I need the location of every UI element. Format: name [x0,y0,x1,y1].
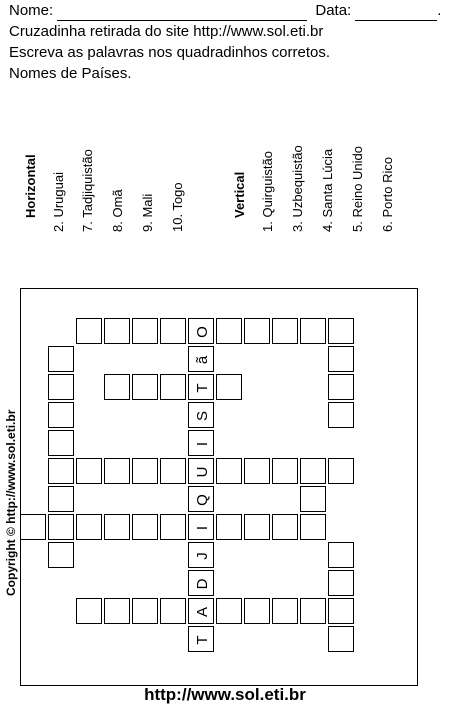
crossword-cell[interactable] [48,514,74,540]
crossword-cell[interactable] [300,598,326,624]
crossword-cell[interactable] [216,318,242,344]
crossword-cell[interactable] [160,458,186,484]
crossword-cell[interactable] [132,458,158,484]
cell-letter: Q [193,494,211,506]
crossword-cell[interactable] [104,598,130,624]
date-label: Data: [315,2,352,19]
crossword-cell[interactable] [104,374,130,400]
crossword-cell[interactable] [328,570,354,596]
crossword-cell[interactable] [272,598,298,624]
crossword-cell[interactable] [272,514,298,540]
horizontal-clue: 2. Uruguai [51,172,66,232]
crossword-cell[interactable] [188,430,214,456]
horizontal-title: Horizontal [23,154,38,218]
crossword-cell[interactable] [328,402,354,428]
crossword-cell[interactable] [272,318,298,344]
crossword-cell[interactable] [188,486,214,512]
cell-letter: I [193,441,211,447]
crossword-cell[interactable] [328,542,354,568]
cell-letter: O [193,326,211,338]
crossword-cell[interactable] [188,542,214,568]
crossword-cell[interactable] [160,514,186,540]
crossword-cell[interactable] [48,346,74,372]
header-line-source: Cruzadinha retirada do site http://www.sol.eti.br [9,23,324,40]
crossword-cell[interactable] [188,514,214,540]
crossword-cell[interactable] [188,626,214,652]
crossword-cell[interactable] [160,374,186,400]
vertical-clue: 6. Porto Rico [380,156,395,232]
header-line-instructions: Escreva as palavras nos quadradinhos corretos. [9,44,331,61]
crossword-cell[interactable] [20,514,46,540]
crossword-cell[interactable] [244,598,270,624]
crossword-cell[interactable] [188,598,214,624]
crossword-cell[interactable] [48,402,74,428]
crossword-cell[interactable] [188,458,214,484]
name-label: Nome: [9,2,54,19]
crossword-cell[interactable] [76,598,102,624]
crossword-cell[interactable] [216,374,242,400]
crossword-cell[interactable] [272,458,298,484]
crossword-cell[interactable] [328,458,354,484]
horizontal-clue: 8. Omã [110,189,125,232]
crossword-cell[interactable] [188,570,214,596]
crossword-cell[interactable] [216,458,242,484]
vertical-clue: 4. Santa Lúcia [320,148,335,232]
vertical-clue: 5. Reino Unido [350,146,365,232]
cell-letter: D [193,578,211,590]
crossword-cell[interactable] [76,318,102,344]
crossword-cell[interactable] [48,542,74,568]
crossword-cell[interactable] [160,598,186,624]
crossword-cell[interactable] [104,318,130,344]
crossword-cell[interactable] [300,486,326,512]
crossword-cell[interactable] [132,598,158,624]
cell-letter: ã [193,355,211,365]
cell-letter: U [193,466,211,478]
crossword-cell[interactable] [328,598,354,624]
crossword-cell[interactable] [48,486,74,512]
crossword-cell[interactable] [76,514,102,540]
vertical-clue: 1. Quirguistão [260,151,275,232]
cell-letter: I [193,525,211,531]
crossword-cell[interactable] [244,318,270,344]
horizontal-clue: 7. Tadjiquistão [80,149,95,232]
horizontal-clue: 10. Togo [170,182,185,232]
crossword-cell[interactable] [104,458,130,484]
crossword-cell[interactable] [328,374,354,400]
crossword-cell[interactable] [328,626,354,652]
horizontal-clue: 9. Mali [140,193,155,232]
cell-letter: T [193,635,211,645]
cell-letter: S [193,411,211,422]
crossword-cell[interactable] [216,598,242,624]
crossword-cell[interactable] [216,514,242,540]
crossword-cell[interactable] [328,346,354,372]
crossword-cell[interactable] [244,514,270,540]
cell-letter: T [193,383,211,393]
copyright-notice: Copyright © http://www.sol.eti.br [4,409,18,596]
crossword-cell[interactable] [244,458,270,484]
crossword-cell[interactable] [132,374,158,400]
crossword-cell[interactable] [160,318,186,344]
crossword-cell[interactable] [76,458,102,484]
crossword-cell[interactable] [188,374,214,400]
crossword-cell[interactable] [300,514,326,540]
crossword-cell[interactable] [48,374,74,400]
crossword-cell[interactable] [132,318,158,344]
header-name-line: Nome: Data: . [9,2,442,19]
crossword-cell[interactable] [132,514,158,540]
crossword-cell[interactable] [48,458,74,484]
cell-letter: J [193,552,211,560]
header-line-topic: Nomes de Países. [9,65,132,82]
crossword-cell[interactable] [328,318,354,344]
crossword-cell[interactable] [300,458,326,484]
crossword-cell[interactable] [104,514,130,540]
crossword-cell[interactable] [188,346,214,372]
vertical-clue: 3. Uzbequistão [290,145,305,232]
vertical-title: Vertical [232,171,247,218]
crossword-cell[interactable] [300,318,326,344]
cell-letter: A [193,607,211,618]
crossword-cell[interactable] [188,402,214,428]
crossword-cell[interactable] [48,430,74,456]
crossword-cell[interactable] [188,318,214,344]
footer-url: http://www.sol.eti.br [144,685,306,704]
